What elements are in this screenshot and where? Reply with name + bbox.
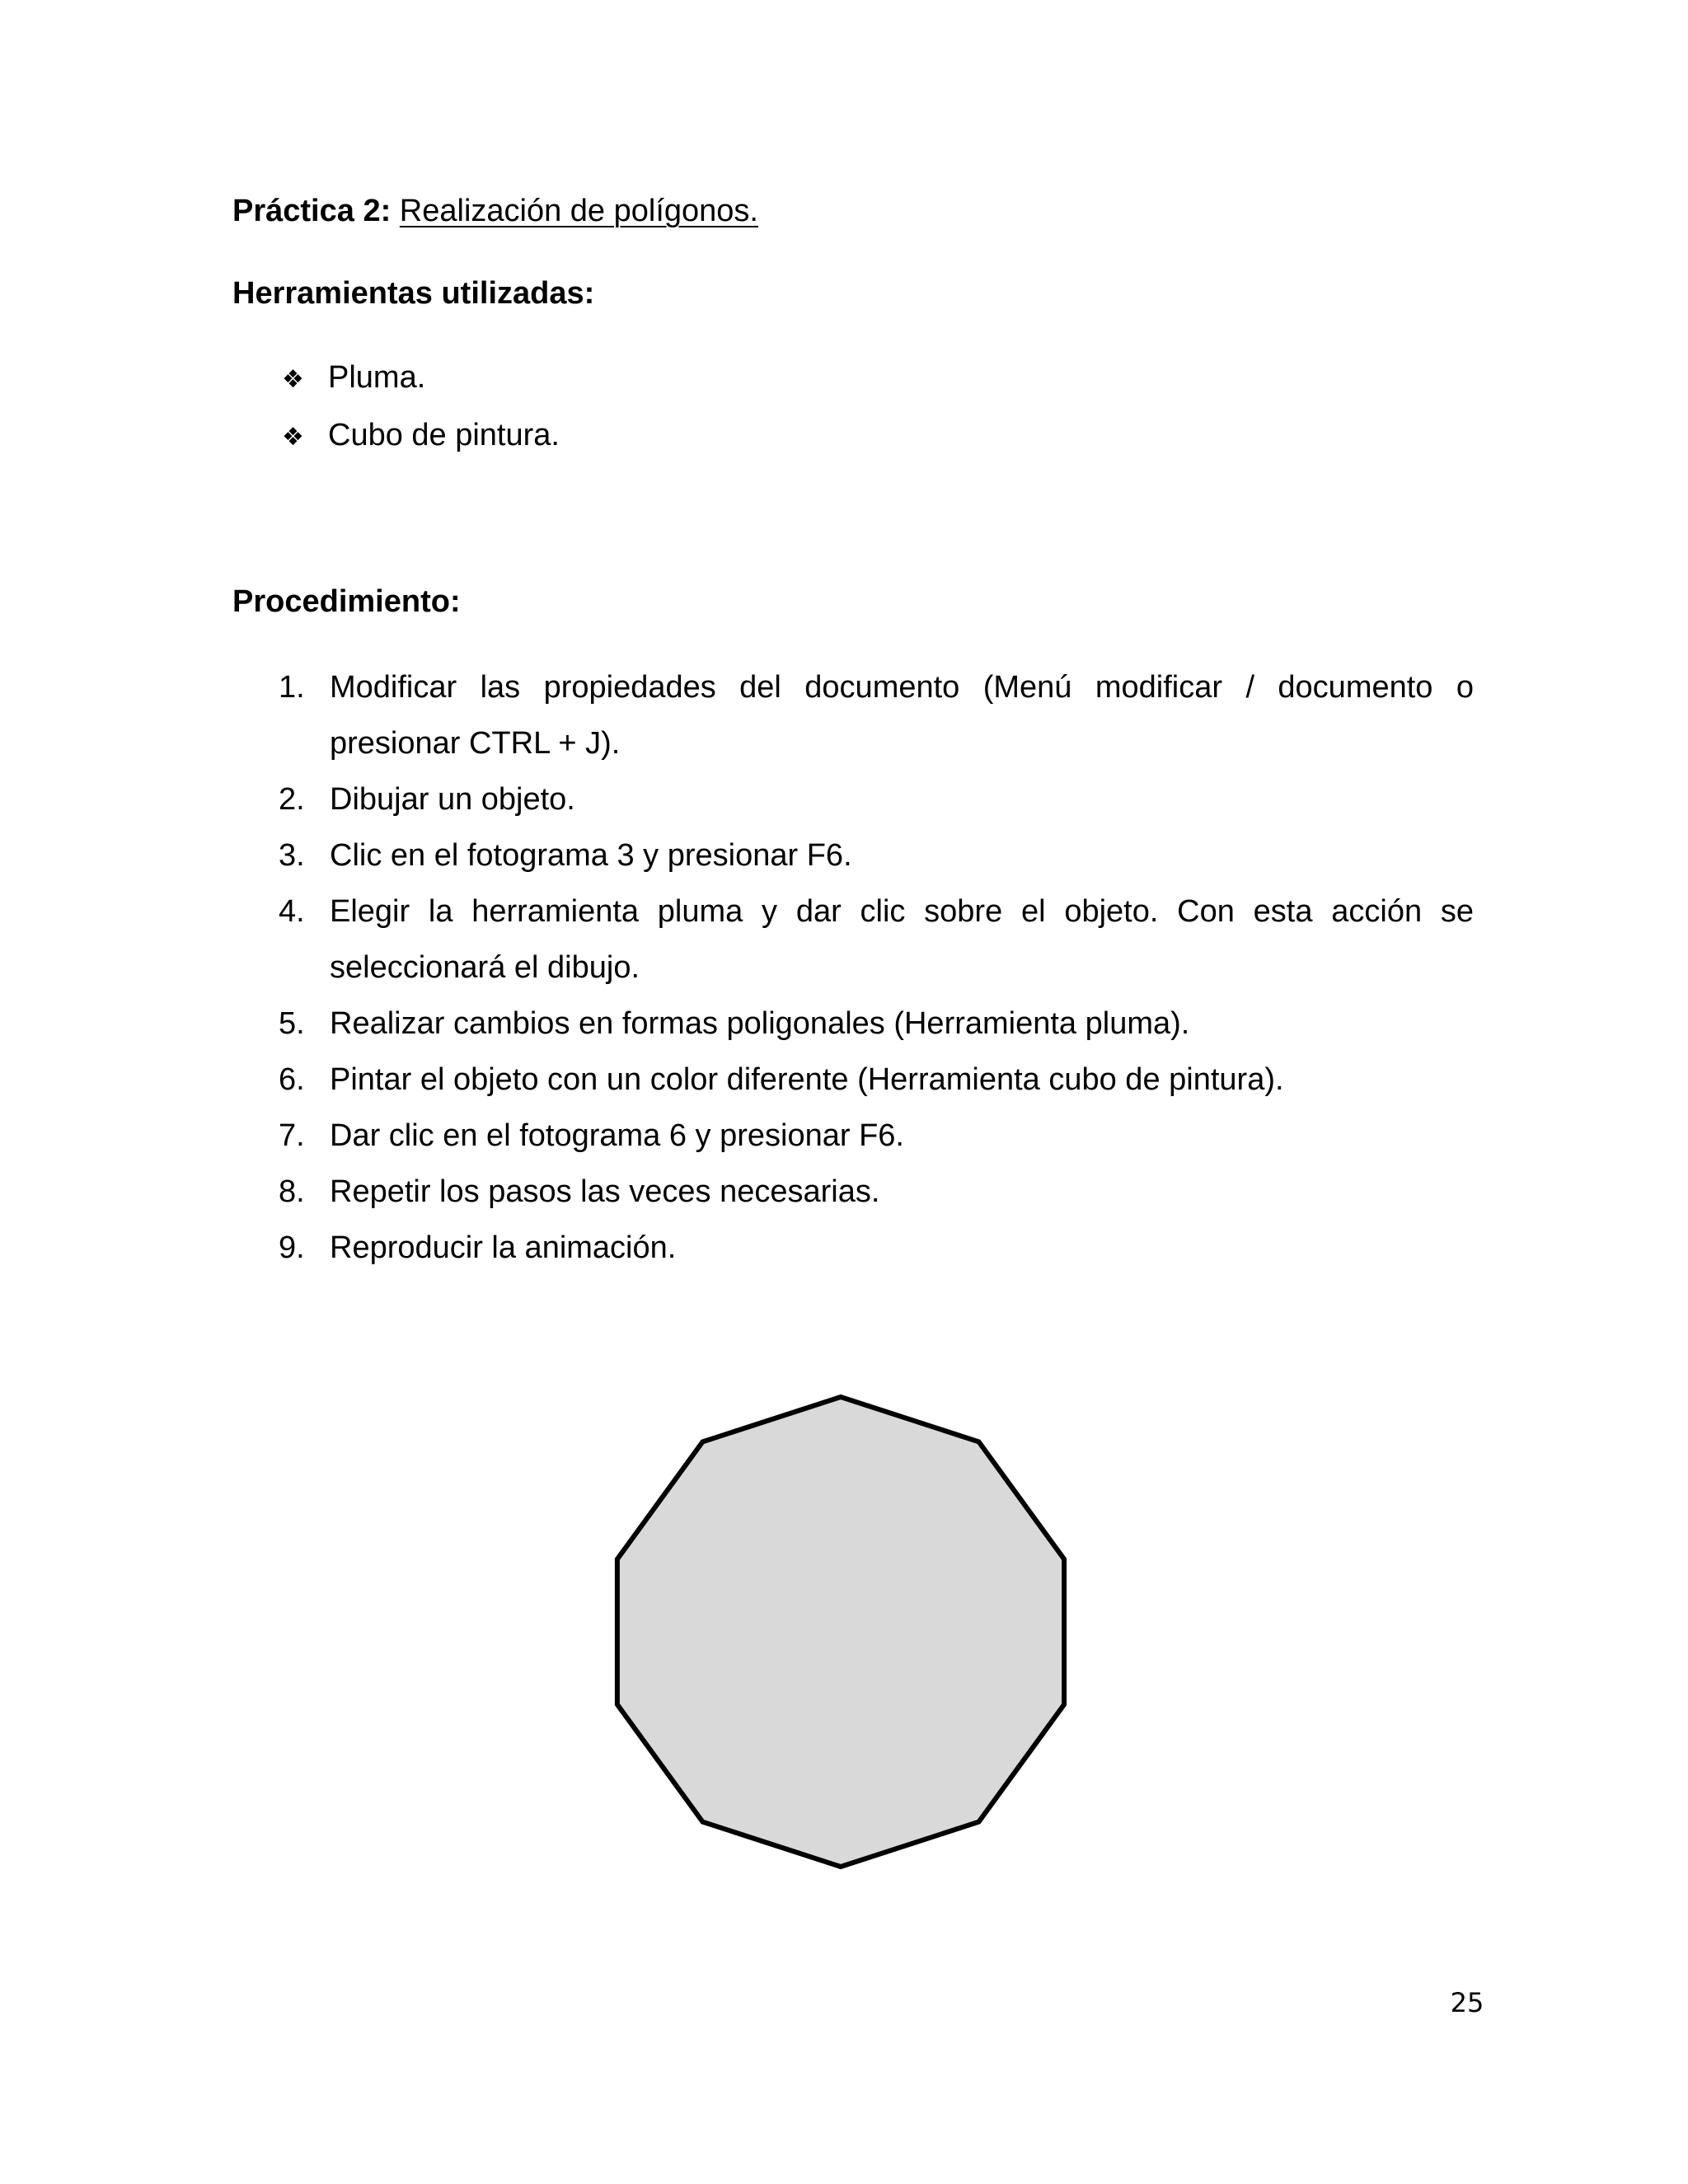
procedure-step bbox=[279, 837, 1474, 874]
tool-item-label: Cubo de pintura. bbox=[328, 418, 560, 452]
procedure-step bbox=[279, 1062, 1474, 1098]
decagon-icon bbox=[617, 1397, 1064, 1867]
step-text: Reproducir la animación. bbox=[330, 1230, 677, 1265]
practice-title: Realización de polígonos. bbox=[399, 194, 758, 228]
procedure-heading: Procedimiento: bbox=[232, 584, 461, 619]
procedure-step bbox=[279, 1230, 1474, 1266]
step-number: 5. bbox=[279, 1006, 305, 1041]
page-number: 25 bbox=[1450, 1987, 1484, 2018]
diamond-bullet-icon: ❖ bbox=[282, 365, 304, 394]
tools-heading: Herramientas utilizadas: bbox=[232, 276, 595, 311]
procedure-step bbox=[279, 1005, 1474, 1042]
step-number: 2. bbox=[279, 782, 305, 817]
practice-heading bbox=[232, 193, 758, 229]
decagon-figure bbox=[593, 1385, 1088, 1879]
step-number: 3. bbox=[279, 838, 305, 873]
step-text: Elegir la herramienta pluma y dar clic sobre el objeto. Con esta acción se bbox=[330, 894, 1474, 929]
step-text: Dibujar un objeto. bbox=[330, 782, 575, 817]
tool-item bbox=[282, 417, 560, 456]
step-number: 7. bbox=[279, 1118, 305, 1153]
step-number: 4. bbox=[279, 894, 305, 929]
procedure-step bbox=[279, 1118, 1474, 1154]
step-text: presionar CTRL + J). bbox=[330, 726, 621, 761]
step-number: 9. bbox=[279, 1230, 305, 1265]
procedure-step bbox=[279, 1174, 1474, 1210]
step-text: Dar clic en el fotograma 6 y presionar F6. bbox=[330, 1118, 904, 1153]
step-text: Repetir los pasos las veces necesarias. bbox=[330, 1174, 880, 1209]
diamond-bullet-icon: ❖ bbox=[282, 423, 304, 452]
step-text: Realizar cambios en formas poligonales (Herramienta pluma). bbox=[330, 1006, 1190, 1041]
step-number: 8. bbox=[279, 1174, 305, 1209]
practice-label: Práctica 2: bbox=[232, 194, 392, 228]
procedure-step bbox=[279, 893, 1474, 986]
tool-item-label: Pluma. bbox=[328, 360, 426, 395]
step-text: seleccionará el dibujo. bbox=[330, 950, 640, 985]
procedure-step bbox=[279, 781, 1474, 818]
step-text: Modificar las propiedades del documento (Menú modificar / documento o bbox=[330, 670, 1474, 705]
step-number: 6. bbox=[279, 1062, 305, 1097]
step-text: Clic en el fotograma 3 y presionar F6. bbox=[330, 838, 852, 873]
tool-item bbox=[282, 359, 425, 398]
procedure-step bbox=[279, 669, 1474, 762]
step-number: 1. bbox=[279, 670, 305, 705]
step-text: Pintar el objeto con un color diferente (Herramienta cubo de pintura). bbox=[330, 1062, 1284, 1097]
